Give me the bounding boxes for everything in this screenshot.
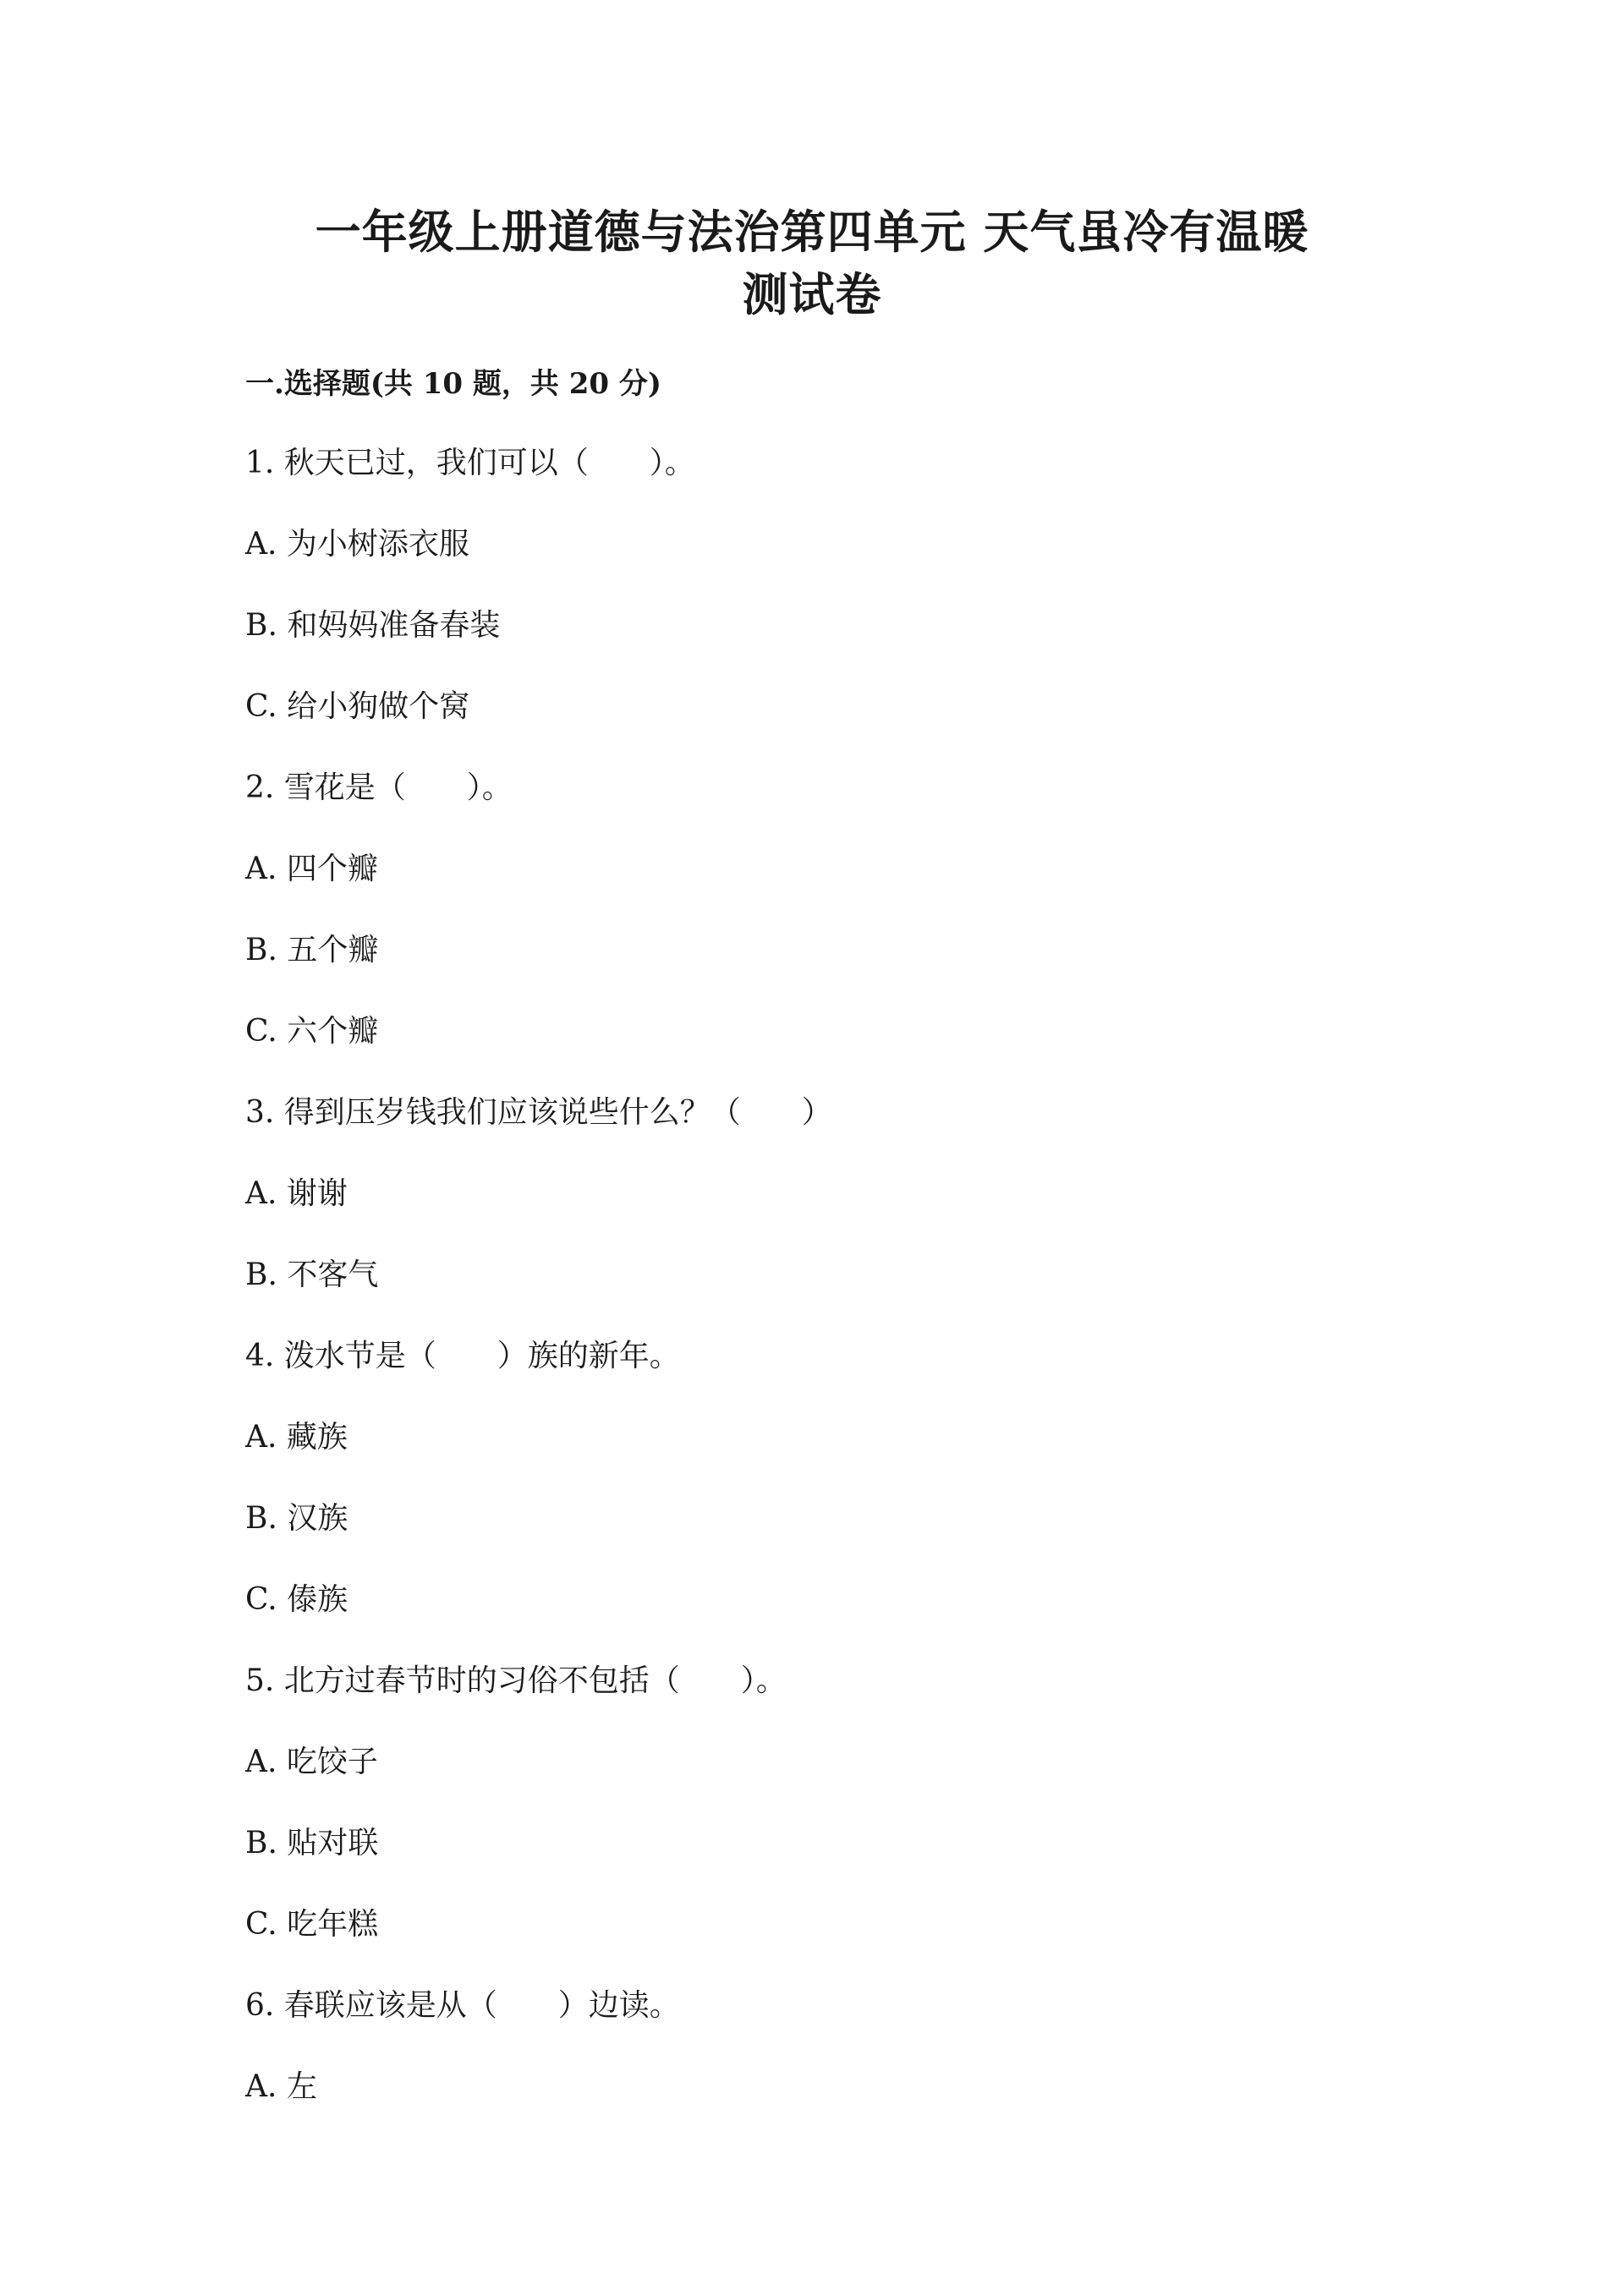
question-4: 4. 泼水节是（ ）族的新年。 — [245, 1339, 680, 1373]
option-1b: B. 和妈妈准备春装 — [245, 608, 501, 643]
option-3a: A. 谢谢 — [245, 1176, 348, 1211]
question-1: 1. 秋天已过，我们可以（ ）。 — [245, 446, 695, 480]
option-6a: A. 左 — [245, 2069, 317, 2104]
document-title-line-2: 测试卷 — [742, 267, 882, 321]
option-1c: C. 给小狗做个窝 — [245, 689, 470, 724]
option-4c: C. 傣族 — [245, 1582, 348, 1617]
section-heading: 一.选择题(共 10 题，共 20 分) — [245, 367, 661, 401]
question-list — [245, 443, 1429, 2148]
option-4a: A. 藏族 — [245, 1420, 348, 1455]
option-2b: B. 五个瓣 — [245, 933, 379, 967]
question-5: 5. 北方过春节时的习俗不包括（ ）。 — [245, 1663, 787, 1698]
document-title-line-1: 一年级上册道德与法治第四单元 天气虽冷有温暖 — [315, 205, 1309, 259]
option-5a: A. 吃饺子 — [245, 1745, 378, 1779]
question-3: 3. 得到压岁钱我们应该说些什么？（ ） — [245, 1095, 832, 1130]
question-2: 2. 雪花是（ ）。 — [245, 770, 513, 805]
question-6: 6. 春联应该是从（ ）边读。 — [245, 1988, 680, 2023]
option-4b: B. 汉族 — [245, 1501, 348, 1536]
option-1a: A. 为小树添衣服 — [245, 527, 469, 562]
option-2a: A. 四个瓣 — [245, 852, 378, 886]
option-3b: B. 不客气 — [245, 1258, 379, 1292]
option-5c: C. 吃年糕 — [245, 1907, 379, 1942]
option-2c: C. 六个瓣 — [245, 1014, 379, 1049]
option-5b: B. 贴对联 — [245, 1826, 379, 1860]
